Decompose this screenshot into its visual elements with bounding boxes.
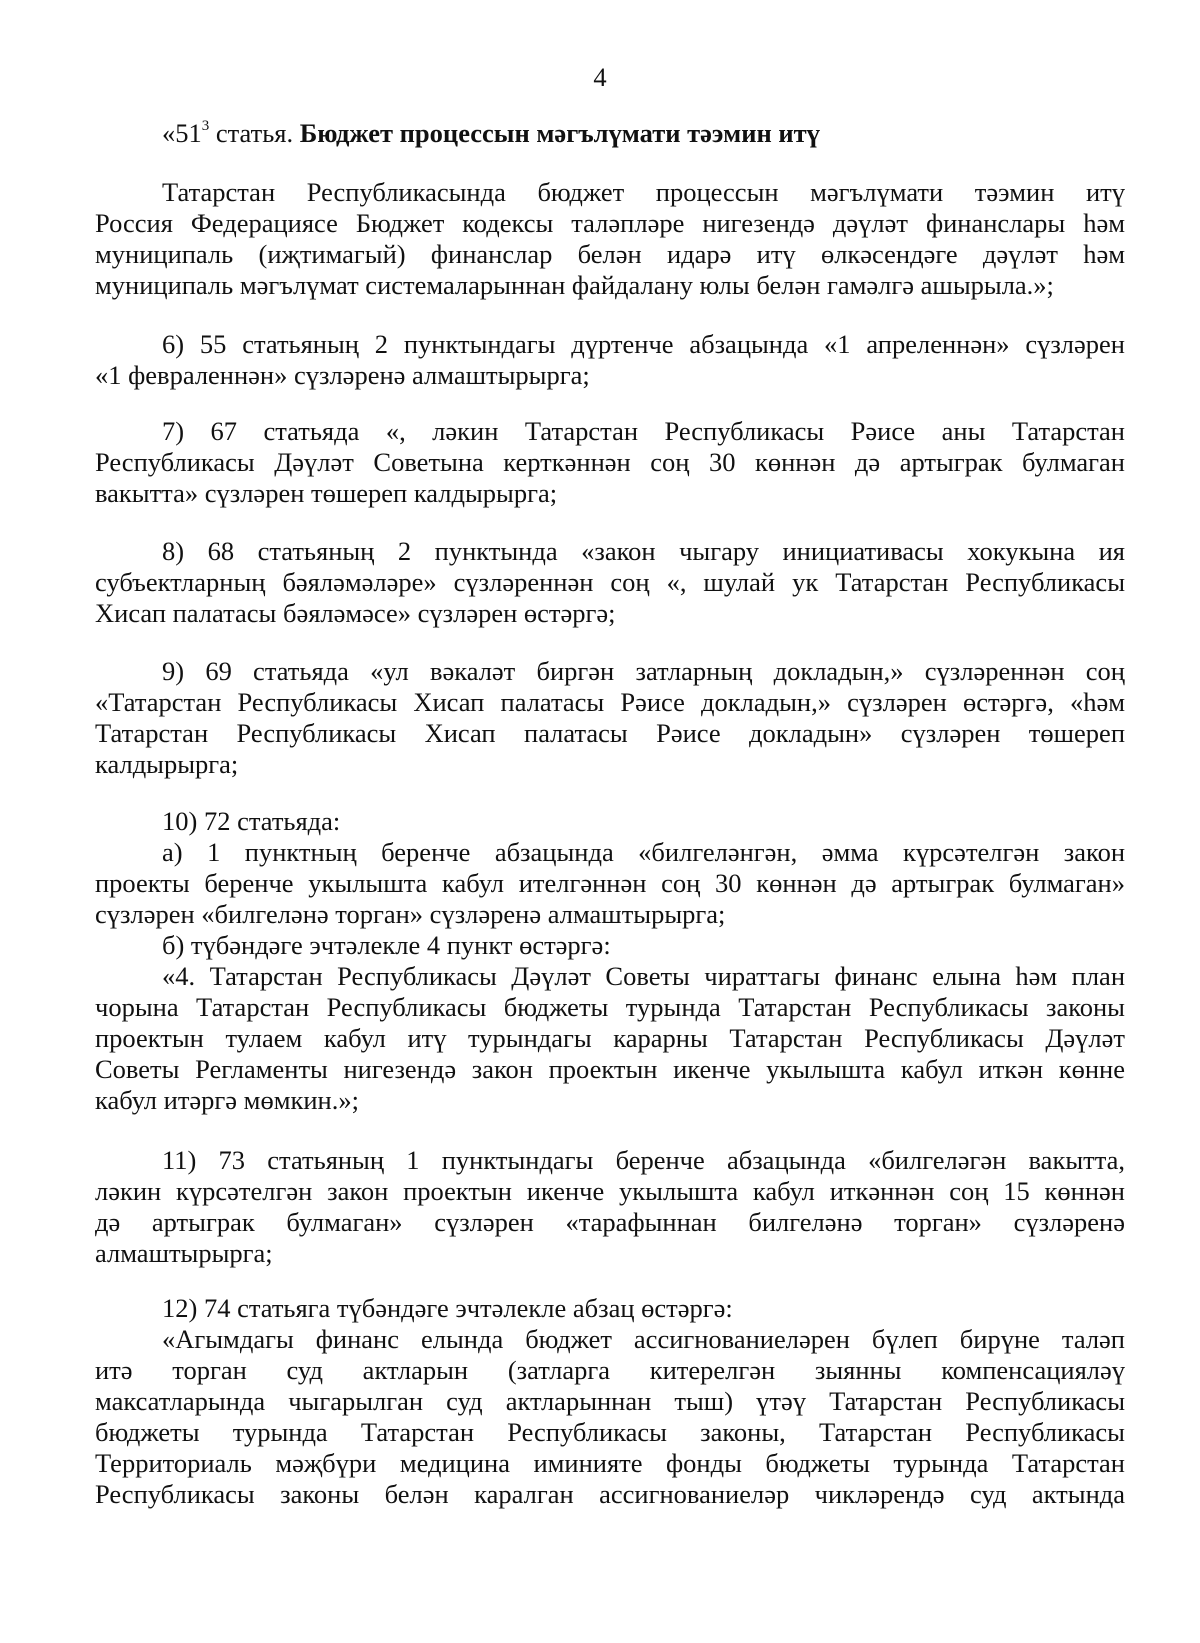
heading-title: Бюджет процессын мәгълүмати тәэмин итү — [299, 118, 820, 148]
article-heading — [162, 118, 1125, 150]
text-line: б) түбәндәге эчтәлекле 4 пункт өстәргә: — [162, 930, 611, 960]
text-line: 7) 67 статьяда «, ләкин Татарстан Республикасы Рәисе аны Татарстан — [162, 416, 1125, 446]
text-line: Республикасы законы белән каралган ассигнованиеләр чикләрендә суд актында — [95, 1479, 1125, 1509]
text-line: а) 1 пунктның беренче абзацында «билгеләнгән, әмма күрсәтелгән закон — [162, 837, 1125, 867]
text-line: Республикасы Дәүләт Советына керткәннән соң 30 көннән дә артыграк булмаган — [95, 447, 1125, 477]
text-line: дә артыграк булмаган» сүзләрен «тарафыннан билгеләнә торган» сүзләренә — [95, 1207, 1125, 1237]
page-number: 4 — [593, 62, 607, 92]
text-line: 6) 55 статьяның 2 пунктындагы дүртенче абзацында «1 апреленнән» сүзләрен — [162, 329, 1125, 359]
text-line: Советы Регламенты нигезендә закон проектын икенче укылышта кабул иткән көнне — [95, 1054, 1125, 1084]
text-line: «1 февраленнән» сүзләренә алмаштырырга; — [95, 360, 590, 390]
text-line: ләкин күрсәтелгән закон проектын икенче укылышта кабул иткәннән соң 15 көннән — [95, 1176, 1125, 1206]
text-line: «Татарстан Республикасы Хисап палатасы Рәисе докладын,» сүзләрен өстәргә, «һәм — [95, 687, 1125, 717]
text-line: 10) 72 статьяда: — [162, 806, 341, 836]
text-line: Татарстан Республикасы Хисап палатасы Рәисе докладын» сүзләрен төшереп — [95, 718, 1125, 748]
text-line: проекты беренче укылышта кабул ителгәннән соң 30 көннән дә артыграк булмаган» — [95, 868, 1125, 898]
text-line: итә торган суд актларын (затларга китерелгән зыянны компенсацияләү — [95, 1355, 1125, 1385]
text-line: муниципаль (иҗтимагый) финанслар белән идарә итү өлкәсендәге дәүләт һәм — [95, 239, 1125, 269]
heading-superscript: 3 — [201, 118, 210, 135]
text-line: 8) 68 статьяның 2 пунктында «закон чыгару инициативасы хокукына ия — [162, 536, 1125, 566]
text-line: «4. Татарстан Республикасы Дәүләт Советы чираттагы финанс елына һәм план — [162, 961, 1125, 991]
text-line: проектын тулаем кабул итү турындагы карарны Татарстан Республикасы Дәүләт — [95, 1023, 1125, 1053]
text-line: Татарстан Республикасында бюджет процессын мәгълүмати тәэмин итү — [162, 177, 1125, 207]
text-line: Территориаль мәҗбүри медицина иминияте фонды бюджеты турында Татарстан — [95, 1448, 1125, 1478]
text-line: 12) 74 статьяга түбәндәге эчтәлекле абзац өстәргә: — [162, 1293, 733, 1323]
text-line: сүзләрен «билгеләнә торган» сүзләренә алмаштырырга; — [95, 899, 726, 929]
text-line: Хисап палатасы бәяләмәсе» сүзләрен өстәргә; — [95, 598, 616, 628]
text-line: Россия Федерациясе Бюджет кодексы таләпләре нигезендә дәүләт финанслары һәм — [95, 208, 1125, 238]
text-line: «Агымдагы финанс елында бюджет ассигнованиеләрен бүлеп бирүне таләп — [162, 1324, 1125, 1354]
heading-open-quote: «51 — [162, 118, 202, 148]
text-line: алмаштырырга; — [95, 1238, 273, 1268]
text-line: вакытта» сүзләрен төшереп калдырырга; — [95, 478, 558, 508]
text-line: чорына Татарстан Республикасы бюджеты турында Татарстан Республикасы законы — [95, 992, 1125, 1022]
text-line: 11) 73 статьяның 1 пунктындагы беренче абзацында «билгеләгән вакытта, — [162, 1145, 1125, 1175]
heading-prefix: статья. — [209, 118, 300, 148]
text-line: муниципаль мәгълүмат системаларыннан файдалану юлы белән гамәлгә ашырыла.»; — [95, 270, 1054, 300]
text-line: калдырырга; — [95, 749, 239, 779]
text-line: кабул итәргә мөмкин.»; — [95, 1085, 359, 1115]
text-line: максатларында чыгарылган суд актларыннан тыш) үтәү Татарстан Республикасы — [95, 1386, 1125, 1416]
text-line: бюджеты турында Татарстан Республикасы законы, Татарстан Республикасы — [95, 1417, 1125, 1447]
text-line: субъектларның бәяләмәләре» сүзләреннән соң «, шулай ук Татарстан Республикасы — [95, 567, 1125, 597]
text-line: 9) 69 статьяда «ул вәкаләт биргән затларның докладын,» сүзләреннән соң — [162, 656, 1125, 686]
